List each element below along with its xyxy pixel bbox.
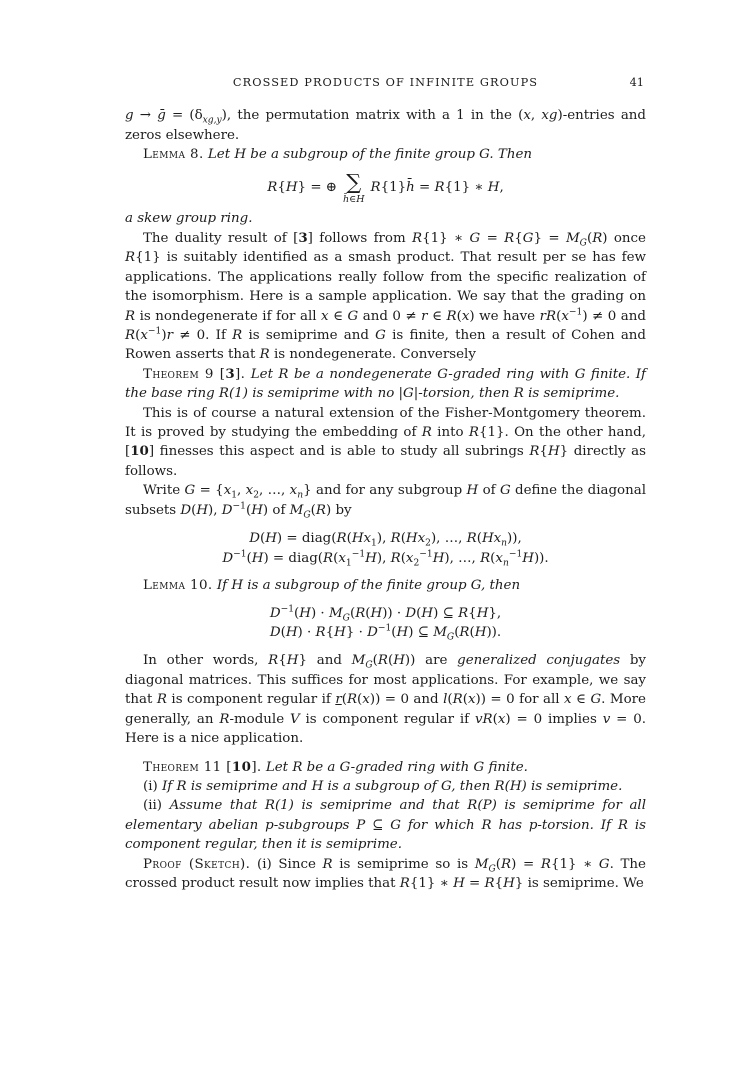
equation-line-diag-2: $D^{-1}(H)$ = $diag(R(x_1^{-1}H)$, $R(x_2^{-1}H)$, …, $R(x_n^{-1}H)$).	[222, 549, 549, 569]
running-head-title: CROSSED PRODUCTS OF INFINITE GROUPS	[232, 76, 539, 89]
lemma-10-statement: If H is a subgroup of the finite group G, then	[216, 578, 521, 594]
lemma-8-equation	[125, 169, 646, 205]
lemma-8-label: Lemma 8.	[143, 147, 204, 163]
lemma-8-head	[125, 145, 646, 164]
paragraph-permutation-matrix: g → ḡ = $(\delta_{xg,y})$, the permutation matrix with a 1 in the (x, xg)-entries and zeros elsewhere.	[125, 108, 646, 143]
page-number: 41	[629, 76, 644, 89]
conjugate-equations	[125, 604, 646, 644]
theorem-11-statement: Let R be a G-graded ring with G finite.	[265, 759, 528, 775]
proof-sketch	[125, 855, 646, 894]
theorem-11-item-i: (i) If R is semiprime and H is a subgroup of G, then R(H) is semiprime.	[143, 779, 623, 795]
theorem-9-statement: Let R be a nondegenerate G-graded ring with G finite. If the base ring R(1) is semiprime with no |G|-torsion, then R is semiprime.	[125, 366, 646, 402]
equation-rhs: R{1}h̄ = R{1} ∗ H,	[370, 180, 504, 196]
diagonal-equations	[125, 529, 646, 569]
equation-line-diag-1: $D(H) = diag(R(Hx_1)$, $R(Hx_2)$, …, $R(Hx_n)$),	[249, 530, 522, 549]
theorem-11-head	[125, 758, 646, 777]
paragraph-fisher-montgomery: This is of course a natural extension of the Fisher-Montgomery theorem. It is proved by studying the embedding of R into R{1}. On the other hand, [10] finesses this aspect and is able to study all subrings R{H} directly as follows.	[125, 405, 646, 479]
sigma-limits: h̄∈H	[343, 193, 365, 205]
theorem-9-label: Theorem 9 [3].	[143, 365, 246, 382]
lemma-10-head	[125, 576, 646, 595]
theorem-11	[125, 758, 646, 855]
equation-lhs: R{H} = ⊕	[267, 180, 338, 196]
theorem-9-head	[125, 365, 646, 404]
theorem-11-label: Theorem 11 [10].	[143, 758, 262, 775]
theorem-11-item-ii: (ii) Assume that R(1) is semiprime and that R(P) is semiprime for all elementary abelian p-subgroups P ⊆ G for which R has p-torsion. If R is component regular, then it is semiprime.	[125, 798, 646, 853]
paragraph-generalized-conjugates: In other words, R{H} and $M_G(R(H))$ are generalized conjugates by diagonal matrices. This suffices for most applications. For example, we say that R is component regular if r(R(x)) = 0 and l(R(x)) = 0 for all x ∈ G. More generally, an R-module V is component regular if vR(x) = 0 implies v = 0. Here is a nice application.	[125, 653, 646, 747]
paragraph-write-subgroup: Write $G = \{x_1$, $x_2$, …, $x_n$} and for any subgroup H of G define the diagonal subsets D(H), $D^{-1}(H)$ of $M_G(R)$ by	[125, 483, 647, 521]
paragraph-skew-group-ring: a skew group ring.	[125, 211, 253, 227]
lemma-8-statement: Let H be a subgroup of the finite group G. Then	[207, 147, 533, 163]
sigma-symbol: ∑	[346, 169, 362, 194]
running-head	[125, 76, 646, 89]
lemma-10-label: Lemma 10.	[143, 578, 213, 594]
page-content	[125, 106, 646, 894]
equation-line-conjugate-2: $D(H) \cdot R\{H\} \cdot D^{-1}(H)$ ⊆ $M_G(R(H))$.	[269, 624, 502, 644]
proof-label: Proof (Sketch).	[143, 856, 251, 872]
paragraph-duality-result: The duality result of [3] follows from R{1} ∗ $G = R\{G\} = M_G(R)$ once R{1} is suitably identified as a smash product. That result per se has few applications. The applications really follow from the specific realization of the isomorphism. Here is a sample application. We say that the grading on R is nondegenerate if for all x ∈ G and 0 ≠ r ∈ R(x) we have $rR(x^{-1}) \ne 0$ and $R(x^{-1})r \ne 0$. If R is semiprime and G is finite, then a result of Cohen and Rowen asserts that R is nondegenerate. Conversely	[125, 229, 646, 363]
equation-line-conjugate-1: $D^{-1}(H) \cdot M_G(R(H)) \cdot D(H)$ ⊆ R{H},	[269, 604, 502, 624]
summation-operator	[343, 169, 365, 205]
proof-text: (i) Since R is semiprime so is $M_G(R) = R\{1\}$ ∗ G. The crossed product result now implies that R{1} ∗ H = R{H} is semiprime. We	[125, 856, 646, 892]
